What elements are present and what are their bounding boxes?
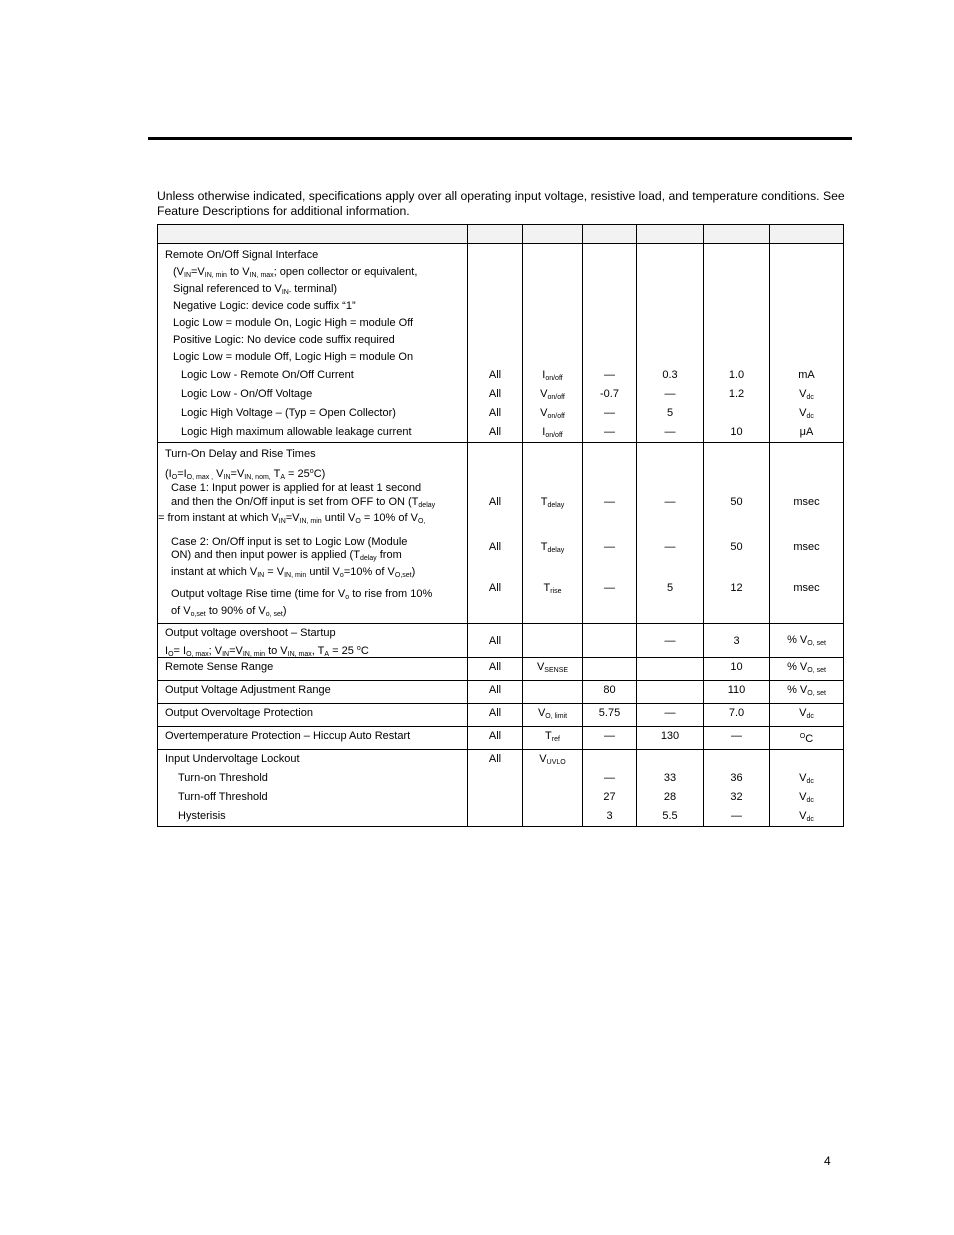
max-value: 50	[730, 541, 743, 553]
max-value: 1.2	[728, 388, 745, 400]
unit-value: mA	[798, 369, 815, 381]
max-value: 7.0	[704, 704, 770, 727]
device-value: All	[468, 624, 523, 658]
symbol-cell	[523, 443, 583, 624]
min-value: 80	[583, 681, 637, 704]
param-label: Output Voltage Adjustment Range	[158, 681, 468, 704]
device-cell	[468, 244, 523, 443]
page-number: 4	[824, 1154, 831, 1168]
typ-value: —	[664, 496, 676, 508]
max-value: 36	[730, 772, 743, 784]
typ-value: 5	[666, 407, 674, 419]
typ-value: 5.5	[662, 810, 678, 822]
symbol-value: $V_{on/off}$	[540, 388, 565, 401]
symbol-value: $T_{delay}$	[540, 496, 565, 509]
param-label: Logic Low - On/Off Voltage	[181, 388, 313, 400]
unit-value: $V_{dc}$	[799, 772, 814, 785]
min-cell	[583, 624, 637, 658]
max-cell	[704, 750, 770, 827]
spec-table	[157, 224, 844, 827]
min-value: —	[604, 369, 615, 381]
symbol-value: $T_{delay}$	[540, 541, 565, 554]
param-label: Output Overvoltage Protection	[158, 704, 468, 727]
symbol-value: $V_{SENSE}$	[523, 658, 583, 681]
typ-value: —	[664, 388, 676, 400]
symbol-value: $V_{on/off}$	[540, 407, 565, 420]
typ-value: 130	[637, 727, 704, 750]
table-row-turn-on	[158, 443, 844, 624]
section-title: Input Undervoltage Lockout	[165, 753, 300, 765]
pos-logic: Positive Logic: No device code suffix required	[173, 334, 395, 346]
min-value: 5.75	[583, 704, 637, 727]
unit-value: μA	[799, 426, 814, 438]
max-value: —	[704, 727, 770, 750]
symbol-value: $T_{ref}$	[523, 727, 583, 750]
typ-cell	[637, 681, 704, 704]
unit-value: msec	[793, 582, 820, 594]
max-value: —	[731, 810, 742, 822]
param-label: Overtemperature Protection – Hiccup Auto Restart	[158, 727, 468, 750]
min-cell	[583, 443, 637, 624]
min-value: 27	[603, 791, 616, 803]
device-value: All	[468, 658, 523, 681]
max-value: 3	[704, 624, 770, 658]
device-value: All	[488, 753, 502, 765]
neg-logic: Negative Logic: device code suffix “1”	[173, 300, 356, 312]
device-value: All	[488, 541, 502, 553]
min-value: —	[604, 407, 615, 419]
unit-value: msec	[793, 496, 820, 508]
symbol-cell	[523, 244, 583, 443]
unit-value: msec	[793, 541, 820, 553]
min-value: -0.7	[600, 388, 619, 400]
max-value	[704, 404, 769, 423]
param-label: Hysterisis	[178, 810, 226, 822]
table-row-remote-onoff	[158, 244, 844, 443]
device-value: All	[488, 388, 502, 400]
table-row-ovp	[158, 704, 844, 727]
typ-cell	[637, 750, 704, 827]
symbol-cell	[523, 750, 583, 827]
unit-value: % $V_{O, set}$	[770, 681, 844, 704]
max-value: 12	[730, 582, 743, 594]
max-cell	[704, 443, 770, 624]
unit-value: $V_{dc}$	[799, 810, 814, 823]
unit-value: % $V_{O, set}$	[770, 624, 844, 658]
header-rule	[148, 137, 852, 140]
condition-line: $I_O= I_{O, max}$; $V_{IN}=V_{IN, min}$ to $V_{IN, max}$, $T_A = 25$ $^o$C	[165, 645, 369, 658]
typ-value: 0.3	[662, 369, 678, 381]
device-value: All	[468, 704, 523, 727]
param-label: Turn-off Threshold	[178, 791, 268, 803]
table-row-uvlo	[158, 750, 844, 827]
table-row-otp	[158, 727, 844, 750]
case1-text: Case 1: Input power is applied for at least 1 second and then the On/Off input is set from OFF to ON ($T_{delay}$ = from instant at which $V_{IN}=V_{IN, min}$ until $V_O = 10\%$ of $V_{O,}$	[158, 482, 436, 525]
param-label: Turn-on Threshold	[178, 772, 268, 784]
device-value: All	[488, 496, 502, 508]
param-label: Output voltage overshoot – Startup	[165, 627, 336, 639]
min-cell	[583, 750, 637, 827]
typ-value: —	[664, 426, 676, 438]
symbol-value: $V_{UVLO}$	[539, 753, 566, 766]
max-value: 1.0	[728, 369, 745, 381]
condition-line: ($V_{IN}=V_{IN, min}$ to $V_{IN, max}$; open collector or equivalent,	[173, 266, 418, 279]
min-cell	[583, 244, 637, 443]
section-title: Remote On/Off Signal Interface	[165, 249, 319, 261]
typ-value: 28	[663, 791, 677, 803]
typ-cell	[637, 443, 704, 624]
device-value: All	[488, 369, 502, 381]
device-value: All	[488, 426, 502, 438]
symbol-value: $I_{on/off}$	[542, 426, 563, 439]
typ-value: 5	[666, 582, 674, 594]
unit-cell	[770, 443, 844, 624]
typ-cell	[637, 244, 704, 443]
neg-logic-desc: Logic Low = module On, Logic High = module Off	[173, 317, 414, 329]
rise-text: Output voltage Rise time (time for $V_o$ to rise from 10% of $V_{o,set}$ to 90% of $V_{o, set}$)	[171, 588, 433, 618]
max-value: 50	[730, 496, 743, 508]
symbol-cell	[523, 624, 583, 658]
min-value: —	[583, 727, 637, 750]
case2-text: Case 2: On/Off input is set to Logic Low (Module ON) and then input power is applied ($T_{delay}$ from instant at which $V_{IN} = V_{IN, min}$ until $V_o=10\%$ of $V_{O,set}$)	[171, 535, 416, 579]
param-label: Remote Sense Range	[158, 658, 468, 681]
typ-value: —	[664, 541, 676, 553]
symbol-value: $T_{rise}$	[543, 582, 562, 595]
table-row-remote-sense	[158, 658, 844, 681]
param-cell	[158, 443, 468, 624]
typ-cell	[637, 658, 704, 681]
min-value: 3	[606, 810, 613, 822]
param-cell	[158, 624, 468, 658]
typ-value: —	[637, 704, 704, 727]
param-label: Logic Low - Remote On/Off Current	[181, 369, 354, 381]
device-cell	[468, 443, 523, 624]
param-label: Logic High maximum allowable leakage current	[181, 426, 412, 438]
condition-line: ($I_O=I_{O, max ,}$ $V_{IN}=V_{IN, nom,}$ $T_A = 25^oC$)	[165, 468, 326, 481]
device-value: All	[488, 407, 502, 419]
symbol-value: $V_{O, limit}$	[523, 704, 583, 727]
min-cell	[583, 658, 637, 681]
typ-value: —	[637, 624, 704, 658]
unit-value: $V_{dc}$	[799, 791, 814, 804]
param-label: Logic High Voltage – (Typ = Open Collector)	[181, 407, 396, 419]
min-value: —	[604, 426, 615, 438]
symbol-value: $I_{on/off}$	[542, 369, 563, 382]
device-value: All	[488, 582, 502, 594]
min-value: —	[604, 582, 615, 594]
unit-value: $V_{dc}$	[799, 388, 814, 401]
param-cell	[158, 750, 468, 827]
max-cell	[704, 244, 770, 443]
max-value: 110	[704, 681, 770, 704]
condition-line: Signal referenced to $V_{IN-}$ terminal)	[173, 283, 338, 296]
max-value: 32	[730, 791, 743, 803]
unit-value: $V_{dc}$	[799, 407, 814, 420]
device-value: All	[468, 681, 523, 704]
unit-value: $V_{dc}$	[770, 704, 844, 727]
min-value: —	[604, 772, 615, 784]
unit-cell	[770, 244, 844, 443]
intro-paragraph: Unless otherwise indicated, specifications apply over all operating input voltage, resistive load, and temperature conditions. See Feature Descriptions for additional information.	[157, 189, 845, 218]
pos-logic-desc: Logic Low = module Off, Logic High = module On	[173, 351, 414, 363]
typ-value: 33	[663, 772, 677, 784]
device-cell	[468, 750, 523, 827]
table-row-adjust	[158, 681, 844, 704]
section-title: Turn-On Delay and Rise Times	[165, 448, 316, 460]
unit-value: % $V_{O, set}$	[770, 658, 844, 681]
symbol-cell	[523, 681, 583, 704]
min-value: —	[604, 496, 615, 508]
param-cell	[158, 244, 468, 443]
unit-cell	[770, 750, 844, 827]
table-row-overshoot	[158, 624, 844, 658]
max-value: 10	[730, 426, 743, 438]
min-value: —	[604, 541, 615, 553]
unit-value: $^O$C	[770, 727, 844, 750]
table-header-row	[158, 225, 844, 244]
device-value: All	[468, 727, 523, 750]
max-value: 10	[704, 658, 770, 681]
